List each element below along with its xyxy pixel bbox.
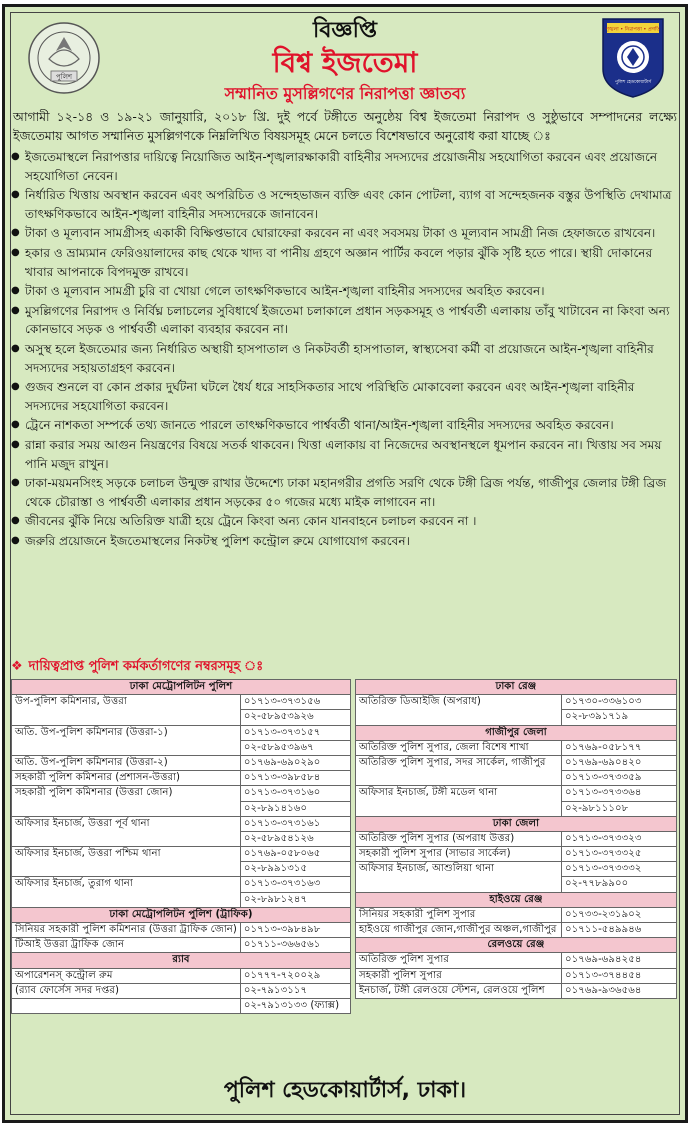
section-title: ঢাকা রেঞ্জ	[356, 680, 677, 695]
officers-heading	[11, 657, 263, 678]
section-title: র‍্যাব	[12, 953, 351, 968]
table-row	[356, 847, 677, 862]
phone-number: ০২-৫৮৯৫৩৯৬৭	[240, 740, 350, 755]
four-diamond-icon: ❖	[11, 659, 23, 674]
table-row	[12, 923, 351, 938]
table-section-header	[356, 938, 677, 953]
phone-number: ০২-৭৯১৩১১৭	[240, 983, 350, 998]
phone-number: ০১৭১৩-৩৯৮৪৯৮	[240, 923, 350, 938]
issuer-footer: পুলিশ হেডকোয়ার্টার্স, ঢাকা।	[223, 1078, 467, 1103]
phone-number: ০১৭১৩-৩৭৩৩২৫	[562, 847, 677, 862]
phone-number: ০১৭৬৯-৬৯০৪২০	[562, 755, 677, 770]
officer-title: অফিসার ইনচার্জ, টঙ্গী মডেল থানা	[356, 786, 562, 816]
phone-number: ০১৭৭৭-৭২০০২৯	[240, 968, 350, 983]
instruction-item: ● নির্ধারিত খিত্তায় অবস্থান করবেন এবং অপরিচিত ও সন্দেহভাজন ব্যক্তি এবং কোন পোটলা, ব্যাগ বা সন্দেহজনক বস্তুর উপস্থিতি দেখামাত্র তাৎক্ষণিকভাবে আইন-শৃঙ্খলা বাহিনীর সদস্যদেরকে জানাবেন।	[11, 186, 677, 223]
table-row	[356, 953, 677, 968]
phone-number: ০১৭১১-৫৪৯৯৪৬	[562, 923, 677, 938]
section-title: ঢাকা জেলা	[356, 816, 677, 831]
officer-title: ইনচার্জ, টঙ্গী রেলওয়ে স্টেশন, রেলওয়ে পুলিশ	[356, 983, 562, 998]
notice-header	[5, 7, 685, 105]
officer-title: অতিরিক্ত ডিআইজি (অপরাধ)	[356, 695, 562, 725]
phone-number: ০১৭৩৩-২৩১৯০২	[562, 907, 677, 922]
phone-number: ০২-৭৯১৩১৩৩ (ফ্যাক্স)	[240, 998, 350, 1013]
officer-title: উপ-পুলিশ কমিশনার, উত্তরা	[12, 695, 241, 725]
instructions-list	[11, 148, 677, 551]
table-row	[356, 968, 677, 983]
phone-number: ০১৭১৩-৩৭৩৩৫৯	[562, 771, 677, 786]
instruction-item: ● মুসল্লিগণের নিরাপদ ও নির্বিঘ্ন চলাচলের সুবিধার্থে ইজতেমা চলাকালে প্রধান সড়কসমূহ ও পার্শ্ববর্তী এলাকায় তাঁবু খাটাবেন না কিংবা অন্য কোনভাবে সড়ক ও পার্শ্ববর্তী এলাকা ব্যবহার করবেন না।	[11, 302, 677, 339]
table-row	[356, 862, 677, 877]
officer-title: টিআই উত্তরা ট্রাফিক জোন	[12, 938, 241, 953]
phone-number: ০১৭৬৯-০৫৮০৬৫	[240, 847, 350, 862]
phone-number: ০১৭৬৯-৬৯৪২৫৪	[562, 953, 677, 968]
phone-number: ০১৭১৩-৩৭৩১৬১	[240, 816, 350, 831]
table-row	[12, 816, 351, 831]
table-row	[12, 877, 351, 892]
table-section-header	[12, 680, 351, 695]
table-row	[356, 755, 677, 770]
phone-number: ০১৭১৩-৩৭৩১৫৭	[240, 725, 350, 740]
officer-title: অফিসার ইনচার্জ, উত্তরা পূর্ব থানা	[12, 816, 241, 846]
table-row	[356, 907, 677, 922]
phone-number: ০২-৮৯৮১২৪৭	[240, 892, 350, 907]
right-logo-caption: পুলিশ হেডকোয়ার্টার্স	[614, 80, 652, 85]
table-row	[12, 968, 351, 983]
officers-heading-text: দায়িত্বপ্রাপ্ত পুলিশ কর্মকর্তাগণের নম্বরসমূহ ঃ	[28, 659, 264, 674]
table-row	[12, 847, 351, 862]
officer-title	[12, 998, 241, 1013]
officer-title: সহকারী পুলিশ সুপার	[356, 968, 562, 983]
instruction-item: ● ট্রেনে নাশকতা সম্পর্কে তথ্য জানতে পারলে তাৎক্ষণিকভাবে পার্শ্ববর্তী থানা/আইন-শৃঙ্খলা বাহিনীর সদস্যদের অবহিত করবেন।	[11, 416, 677, 435]
instruction-item: ● ইজতেমাস্থলে নিরাপত্তার দায়িত্বে নিয়োজিত আইন-শৃঙ্খলারক্ষাকারী বাহিনীর সদস্যদের প্রয়োজনীয় সহযোগিতা করবেন এবং প্রয়োজনে সহযোগিতা নেবেন।	[11, 148, 677, 185]
officer-title: সিনিয়র সহকারী পুলিশ কমিশনার (উত্তরা ট্রাফিক জোন)	[12, 923, 241, 938]
phone-number: ০১৭৬৯-০৫৮১৭৭	[562, 740, 677, 755]
contact-table-left	[11, 679, 351, 1014]
intro-paragraph: আগামী ১২-১৪ ও ১৯-২১ জানুয়ারি, ২০১৮ খ্রি. দুই পর্বে টঙ্গীতে অনুষ্ঠেয় বিশ্ব ইজতেমা নিরাপদ ও সুষ্ঠুভাবে সম্পাদনের লক্ষ্যে ইজতেমায় আগত সম্মানিত মুসল্লিগণকে নিম্নলিখিত বিষয়সমূহ মেনে চলতে বিশেষভাবে অনুরোধ করা যাচ্ছে ঃ	[13, 109, 677, 143]
instruction-item: ● হকার ও ভ্রাম্যমান ফেরিওয়ালাদের কাছ থেকে খাদ্য বা পানীয় গ্রহণে অজ্ঞান পার্টির কবলে পড়ার ঝুঁকি সৃষ্টি হতে পারে। স্থায়ী দোকানের খাবার আপনাকে বিপদমুক্ত রাখবে।	[11, 244, 677, 281]
section-title: রেলওয়ে রেঞ্জ	[356, 938, 677, 953]
contact-table-right	[355, 679, 677, 999]
section-title: ঢাকা মেট্রোপলিটন পুলিশ	[12, 680, 351, 695]
table-row	[12, 695, 351, 710]
table-row	[12, 771, 351, 786]
table-row	[356, 695, 677, 710]
table-section-header	[12, 953, 351, 968]
notice-tagline: সম্মানিত মুসল্লিগণের নিরাপত্তা জ্ঞাতব্য	[224, 84, 466, 103]
officer-title: অফিসার ইনচার্জ, উত্তরা পশ্চিম থানা	[12, 847, 241, 877]
officer-title: হাইওয়ে গাজীপুর জোন,গাজীপুর অঞ্চল,গাজীপুর	[356, 923, 562, 938]
table-row	[356, 983, 677, 998]
contact-tables	[11, 679, 679, 1039]
phone-number: ০২-৫৮৯৫৩৯২৬	[240, 710, 350, 725]
table-row	[12, 983, 351, 998]
phone-number: ০২-৮৩৯১৭১৯	[562, 710, 677, 725]
table-row	[356, 786, 677, 801]
phone-number: ০১৭১৩-৩৯৮৫৮৪	[240, 771, 350, 786]
table-row	[356, 923, 677, 938]
table-row	[12, 755, 351, 770]
phone-number: ০১৭৬৯-৬৯০২৯০	[240, 755, 350, 770]
section-title: ঢাকা মেট্রোপলিটন পুলিশ (ট্রাফিক)	[12, 907, 351, 922]
officer-title: অফিসার ইনচার্জ, আশুলিয়া থানা	[356, 862, 562, 892]
table-section-header	[356, 816, 677, 831]
officer-title: (র‍্যাব ফোর্সেস সদর দপ্তর)	[12, 983, 241, 998]
instruction-item: ● জরুরি প্রয়োজনে ইজতেমাস্থলের নিকটস্থ পুলিশ কন্ট্রোল রুমে যোগাযোগ করবেন।	[11, 532, 677, 551]
officer-title: অতিরিক্ত পুলিশ সুপার, সদর সার্কেল, গাজীপুর	[356, 755, 562, 785]
phone-number: ০১৭১৩-৩৭৩৩৩২	[562, 862, 677, 877]
officer-title: অতিরিক্ত পুলিশ সুপার (অপরাধ উত্তর)	[356, 831, 562, 846]
table-section-header	[356, 892, 677, 907]
table-section-header	[356, 680, 677, 695]
event-title: বিশ্ব ইজতেমা	[272, 46, 418, 79]
phone-number: ০১৭১৩-৩৭৪৪৫৪	[562, 968, 677, 983]
officer-title: সিনিয়র সহকারী পুলিশ সুপার	[356, 907, 562, 922]
police-shield-icon	[601, 17, 665, 99]
section-title: গাজীপুর জেলা	[356, 725, 677, 740]
officer-title: অফিসার ইনচার্জ, তুরাগ থানা	[12, 877, 241, 907]
right-logo-motto: শৃঙ্খলা • নিরাপত্তা • প্রগতি	[605, 26, 661, 33]
left-logo-label: পুলিশ	[55, 73, 73, 81]
phone-number: ০১৭৬৯-৯৩৬৫৬৪	[562, 983, 677, 998]
phone-number: ০২-৭৭৮৯৯০০	[562, 877, 677, 892]
table-row	[12, 998, 351, 1013]
phone-number: ০২-৯৮১১১০৮	[562, 801, 677, 816]
table-row	[12, 938, 351, 953]
officer-title: সহকারী পুলিশ সুপার (সাভার সার্কেল)	[356, 847, 562, 862]
phone-number: ০২-৫৮৯৫৪১২৬	[240, 831, 350, 846]
notice-frame	[2, 4, 688, 1123]
phone-number: ০২-৮৯৯১৩১৫	[240, 862, 350, 877]
officer-title: অতি. উপ-পুলিশ কমিশনার (উত্তরা-২)	[12, 755, 241, 770]
officer-title: অপারেশনস্ কন্ট্রোল রুম	[12, 968, 241, 983]
notice-title: বিজ্ঞপ্তি	[313, 18, 377, 43]
instruction-item: ● টাকা ও মূল্যবান সামগ্রী চুরি বা খোয়া গেলে তাৎক্ষণিকভাবে আইন-শৃঙ্খলা বাহিনীর সদস্যদের অবহিত করবেন।	[11, 282, 677, 301]
instruction-item: ● গুজব শুনলে বা কোন প্রকার দুর্ঘটনা ঘটলে ধৈর্য ধরে সাহসিকতার সাথে পরিস্থিতি মোকাবেলা করবেন এবং আইন-শৃঙ্খলা বাহিনীর সদস্যদের সহযোগিতা করবেন।	[11, 378, 677, 415]
phone-number: ০২-৮৯১৪১৬০	[240, 801, 350, 816]
table-row	[12, 725, 351, 740]
officer-title: সহকারী পুলিশ কমিশনার (প্রশাসন-উত্তরা)	[12, 771, 241, 786]
instruction-item: ● ঢাকা-ময়মনসিংহ সড়কে চলাচল উন্মুক্ত রাখার উদ্দেশ্যে ঢাকা মহানগরীর প্রগতি সরণি থেকে টঙ্গী ব্রিজ পর্যন্ত, গাজীপুর জেলার টঙ্গী ব্রিজ থেকে চৌরাস্তা ও পার্শ্ববর্তী এলাকার প্রধান সড়কের ৫০ গজের মধ্যে মাইক লাগাবেন না।	[11, 474, 677, 511]
instruction-item: ● অসুস্থ হলে ইজতেমার জন্য নির্ধারিত অস্থায়ী হাসপাতাল ও নিকটবর্তী হাসপাতাল, স্বাস্থ্যসেবা কর্মী বা প্রয়োজনে আইন-শৃঙ্খলা বাহিনীর সদস্যদের সহায়তাগ্রহণ করবেন।	[11, 340, 677, 377]
section-title: হাইওয়ে রেঞ্জ	[356, 892, 677, 907]
table-row	[356, 831, 677, 846]
phone-number: ০১৭১৩-৩৭৩১৫৬	[240, 695, 350, 710]
phone-number: ০১৭১১-৩৬৬৫৬১	[240, 938, 350, 953]
phone-number: ০১৭১৩-৩৭৩১৬৩	[240, 877, 350, 892]
phone-number: ০১৭৩০-৩৩৬১০৩	[562, 695, 677, 710]
instruction-item: ● টাকা ও মূল্যবান সামগ্রীসহ একাকী বিক্ষিপ্তভাবে ঘোরাফেরা করবেন না এবং সবসময় টাকা ও মূল্যবান সামগ্রী নিজ হেফাজতে রাখবেন।	[11, 224, 677, 243]
officer-title: অতিরিক্ত পুলিশ সুপার, জেলা বিশেষ শাখা	[356, 740, 562, 755]
phone-number: ০১৭১৩-৩৭৩৩২৩	[562, 831, 677, 846]
phone-number: ০১৭১৩-৩৭৩১৬০	[240, 786, 350, 801]
instruction-item: ● রান্না করার সময় আগুন নিয়ন্ত্রণের বিষয়ে সতর্ক থাকবেন। খিত্তা এলাকায় বা নিজেদের অবস্থানস্থলে ধূমপান করবেন না। খিত্তায় সব সময় পানি মজুদ রাখুন।	[11, 436, 677, 473]
officer-title: সহকারী পুলিশ কমিশনার (উত্তরা জোন)	[12, 786, 241, 816]
table-section-header	[12, 907, 351, 922]
officer-title: অতি. উপ-পুলিশ কমিশনার (উত্তরা-১)	[12, 725, 241, 755]
table-row	[12, 786, 351, 801]
instruction-item: ● জীবনের ঝুঁকি নিয়ে অতিরিক্ত যাত্রী হয়ে ট্রেনে কিংবা অন্য কোন যানবাহনে চলাচল করবেন না ।	[11, 512, 677, 531]
table-section-header	[356, 725, 677, 740]
table-row	[356, 740, 677, 755]
phone-number: ০১৭১৩-৩৭৩৩৬৪	[562, 786, 677, 801]
officer-title: অতিরিক্ত পুলিশ সুপার	[356, 953, 562, 968]
